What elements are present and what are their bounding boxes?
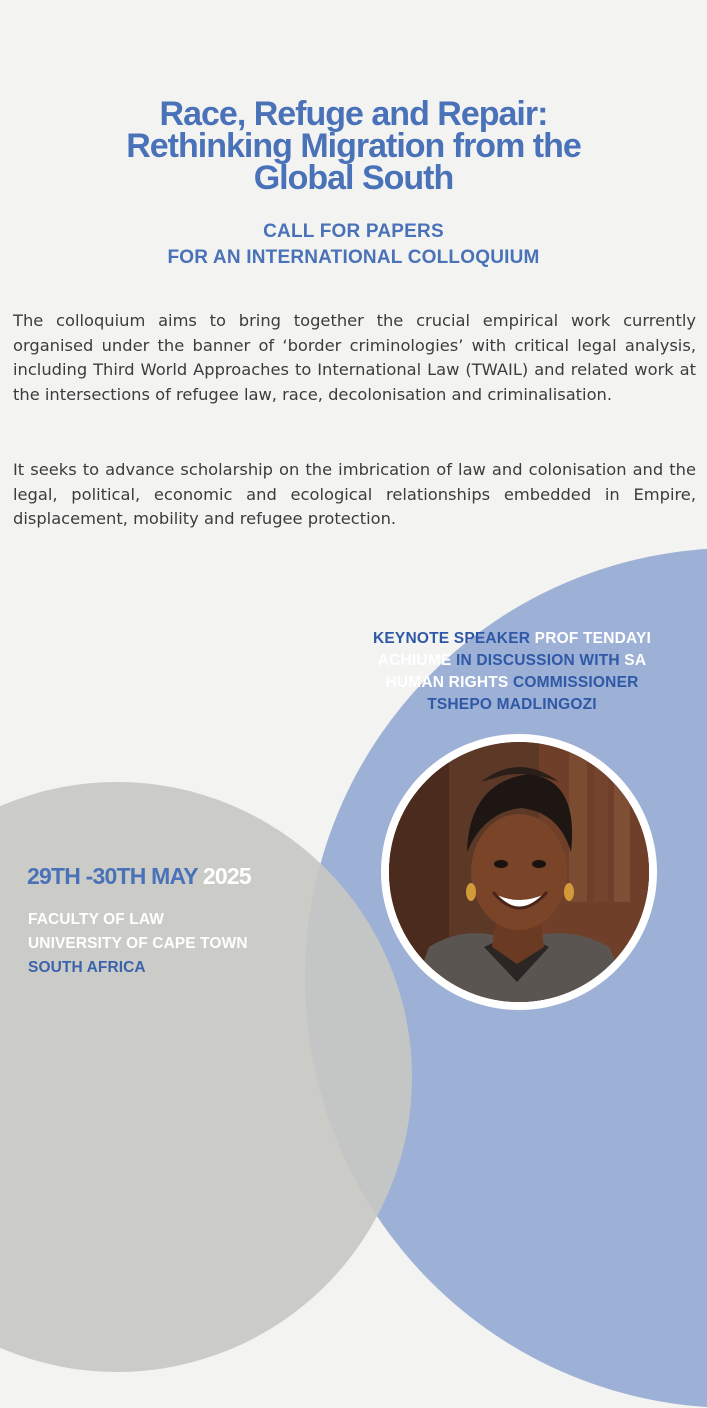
subtitle-line-1: CALL FOR PAPERS (263, 221, 444, 242)
keynote-org: SA HUMAN RIGHTS (385, 652, 647, 691)
keynote-speaker-text (352, 628, 672, 716)
title-line-1: Race, Refuge and Repair: (159, 95, 548, 133)
keynote-in-discussion: IN DISCUSSION WITH (456, 652, 620, 669)
venue-line-2: UNIVERSITY OF CAPE TOWN (28, 935, 248, 952)
keynote-speaker-name: PROF TENDAYI ACHIUME (377, 630, 652, 669)
venue-line-1: FACULTY OF LAW (28, 911, 165, 928)
subtitle-line-2: FOR AN INTERNATIONAL COLLOQUIUM (167, 247, 540, 268)
keynote-commissioner: COMMISSIONER TSHEPO MADLINGOZI (427, 674, 639, 713)
venue-line-3: SOUTH AFRICA (28, 959, 146, 976)
event-month: MAY (151, 863, 198, 889)
keynote-label: KEYNOTE SPEAKER (372, 630, 531, 647)
event-year: 2025 (202, 863, 251, 889)
event-days: 29TH -30TH (27, 863, 146, 889)
speaker-photo (389, 742, 649, 1002)
title-line-3: Global South (253, 159, 454, 197)
description-paragraph-1: The colloquium aims to bring together the crucial empirical work currently organised under the banner of ‘border criminologies’ with critical legal analysis, including Third World Approaches to International Law (TWAIL) and related work at the intersections of refugee law, race, decolonisation and criminalisation. (13, 311, 696, 404)
description-paragraph-2: It seeks to advance scholarship on the imbrication of law and colonisation and the legal, political, economic and ecological relationships embedded in Empire, displacement, mobility and refugee protection. (13, 460, 696, 528)
event-venue (28, 908, 248, 980)
poster-title (0, 95, 707, 197)
speaker-portrait-illustration (389, 742, 649, 1002)
call-for-papers-heading (0, 219, 707, 271)
title-line-2: Rethinking Migration from the (126, 127, 581, 165)
event-dates (27, 863, 251, 890)
